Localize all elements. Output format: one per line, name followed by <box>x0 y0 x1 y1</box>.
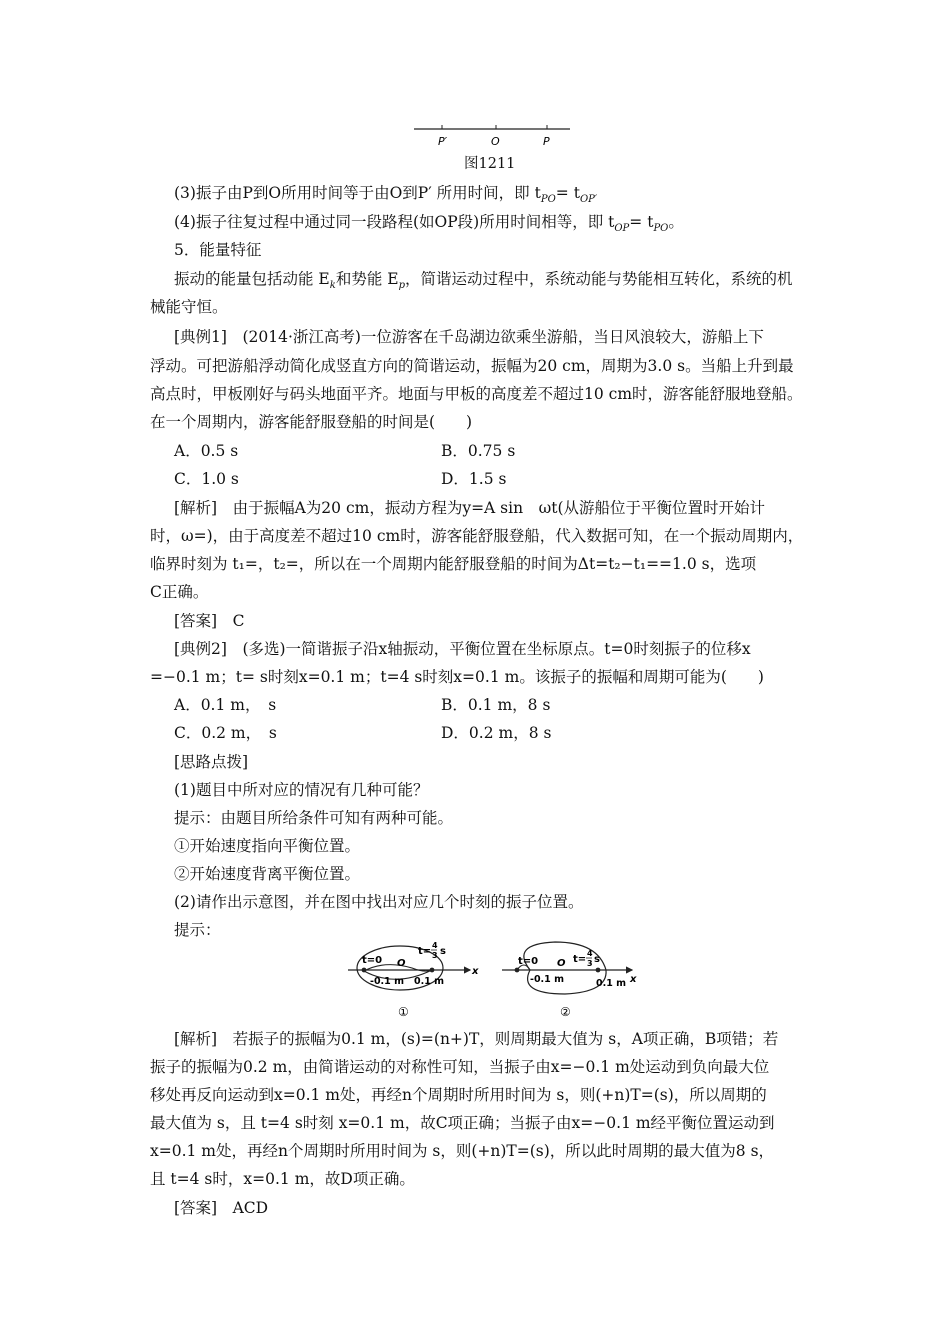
point-4 <box>174 212 684 235</box>
point-3-text: (3)振子由P到O所用时间等于由O到P′ 所用时间，即 t <box>174 184 541 202</box>
energy-text-b: 和势能 E <box>335 270 399 288</box>
energy-line-2: 械能守恒。 <box>150 298 228 316</box>
answer2: [答案] ACD <box>174 1199 269 1217</box>
diagram-left <box>348 941 479 1019</box>
analysis2-line1: [解析] 若振子的振幅为0.1 m，(s)=(n+)T，则周期最大值为 s，A项正确，B项错；若 <box>174 1030 779 1048</box>
figure-1211 <box>410 118 580 150</box>
label-p: P <box>543 135 550 148</box>
right-pos-label: 0.1 m <box>596 978 627 989</box>
point-4-sub1: OP <box>614 223 630 234</box>
analysis2-line6: 且 t=4 s时，x=0.1 m，故D项正确。 <box>150 1170 415 1188</box>
right-t0-label: t=0 <box>518 956 539 967</box>
diagram-right <box>502 942 637 1019</box>
right-unit: s <box>594 954 600 965</box>
figure-1211-axis <box>410 118 580 150</box>
point-3 <box>174 183 597 206</box>
section-5-heading: 5．能量特征 <box>174 241 262 259</box>
analysis2-line4: 最大值为 s，且 t=4 s时刻 x=0.1 m，故C项正确；当振子由x=−0.1 m经平衡位置运动到 <box>150 1114 775 1132</box>
left-neg-label: -0.1 m <box>370 976 404 987</box>
right-o-label: O <box>557 958 566 969</box>
analysis1-line1: [解析] 由于振幅A为20 cm，振动方程为y=A sin ωt(从游船位于平衡位置时开始计 <box>174 499 765 517</box>
right-frac-den: 3 <box>587 959 593 968</box>
analysis1-line2: 时，ω=)，由于高度差不超过10 cm时，游客能舒服登船，代入数据可知，在一个振动周期内， <box>150 527 804 545</box>
example1-option-d: D．1.5 s <box>441 470 507 488</box>
point-4-text: (4)振子往复过程中通过同一段路程(如OP段)所用时间相等，即 t <box>174 213 615 231</box>
left-frac-num: 4 <box>432 941 438 950</box>
left-t0-label: t=0 <box>362 955 383 966</box>
oscillation-diagrams-svg <box>340 940 640 1025</box>
right-t-label: t= <box>573 954 587 965</box>
example1-line4: 在一个周期内，游客能舒服登船的时间是( ) <box>150 413 473 431</box>
hint-1a: ①开始速度指向平衡位置。 <box>174 837 361 855</box>
point-3-sub2: OP′ <box>579 194 598 205</box>
right-number: ② <box>560 1005 571 1019</box>
oscillation-diagrams <box>340 940 640 1025</box>
hint-2: 提示： <box>174 921 221 939</box>
energy-sub-p: p <box>398 280 405 291</box>
point-4-mid: = t <box>629 213 654 231</box>
hint-1b: ②开始速度背离平衡位置。 <box>174 865 361 883</box>
example1-option-c: C．1.0 s <box>174 470 239 488</box>
point-3-sub1: PO <box>540 194 556 205</box>
example2-option-d: D．0.2 m，8 s <box>441 724 552 742</box>
example2-option-a: A．0.1 m， s <box>174 696 277 714</box>
answer1: [答案] C <box>174 612 245 630</box>
point-4-end: 。 <box>668 213 684 231</box>
left-t-label: t= <box>418 946 432 957</box>
label-o: O <box>491 135 500 148</box>
example1-line1: [典例1] (2014·浙江高考)一位游客在千岛湖边欲乘坐游船，当日风浪较大，游船上下 <box>174 328 764 346</box>
example1-line2: 浮动。可把游船浮动简化成竖直方向的简谐运动，振幅为20 cm，周期为3.0 s。当船上升到最 <box>150 357 794 375</box>
question-1: (1)题目中所对应的情况有几种可能？ <box>174 781 429 799</box>
example2-option-c: C．0.2 m， s <box>174 724 277 742</box>
label-p-prime: P′ <box>438 135 448 148</box>
right-x-label: x <box>630 974 637 985</box>
question-2: (2)请作出示意图，并在图中找出对应几个时刻的振子位置。 <box>174 893 584 911</box>
example2-line2: =−0.1 m；t= s时刻x=0.1 m；t=4 s时刻x=0.1 m。该振子的振幅和周期可能为( ) <box>150 668 764 686</box>
point-4-sub2: PO <box>653 223 669 234</box>
left-number: ① <box>398 1005 409 1019</box>
analysis1-line3: 临界时刻为 t₁=，t₂=，所以在一个周期内能舒服登船的时间为Δt=t₂−t₁==1.0 s，选项 <box>150 555 757 573</box>
left-pos-label: 0.1 m <box>414 976 445 987</box>
right-neg-label: -0.1 m <box>530 974 564 985</box>
energy-text-c: ，简谐运动过程中，系统动能与势能相互转化，系统的机 <box>404 270 793 288</box>
hint-1: 提示：由题目所给条件可知有两种可能。 <box>174 809 454 827</box>
energy-line-1 <box>174 269 792 292</box>
energy-text-a: 振动的能量包括动能 E <box>174 270 330 288</box>
example1-option-b: B．0.75 s <box>441 442 516 460</box>
analysis2-line5: x=0.1 m处，再经n个周期时所用时间为 s，则(+n)T=(s)，所以此时周期的最大值为8 s， <box>150 1142 775 1160</box>
example2-option-b: B．0.1 m，8 s <box>441 696 551 714</box>
figure-caption: 图1211 <box>464 156 516 172</box>
right-frac-num: 4 <box>587 949 593 958</box>
hint-heading: [思路点拨] <box>174 753 249 771</box>
example2-line1: [典例2] (多选)一简谐振子沿x轴振动，平衡位置在坐标原点。t=0时刻振子的位移x <box>174 640 751 658</box>
left-unit: s <box>440 946 446 957</box>
energy-sub-k: k <box>329 280 336 291</box>
example1-line3: 高点时，甲板刚好与码头地面平齐。地面与甲板的高度差不超过10 cm时，游客能舒服地登船。 <box>150 385 803 403</box>
point-3-mid: = t <box>555 184 580 202</box>
example1-option-a: A．0.5 s <box>174 442 239 460</box>
left-o-label: O <box>397 958 406 969</box>
analysis1-line4: C正确。 <box>150 583 209 601</box>
left-frac-den: 3 <box>432 951 438 960</box>
analysis2-line2: 振子的振幅为0.2 m，由简谐运动的对称性可知，当振子由x=−0.1 m处运动到负向最大位 <box>150 1058 770 1076</box>
analysis2-line3: 移处再反向运动到x=0.1 m处，再经n个周期时所用时间为 s，则(+n)T=(s)，所以周期的 <box>150 1086 767 1104</box>
left-x-label: x <box>472 966 479 977</box>
